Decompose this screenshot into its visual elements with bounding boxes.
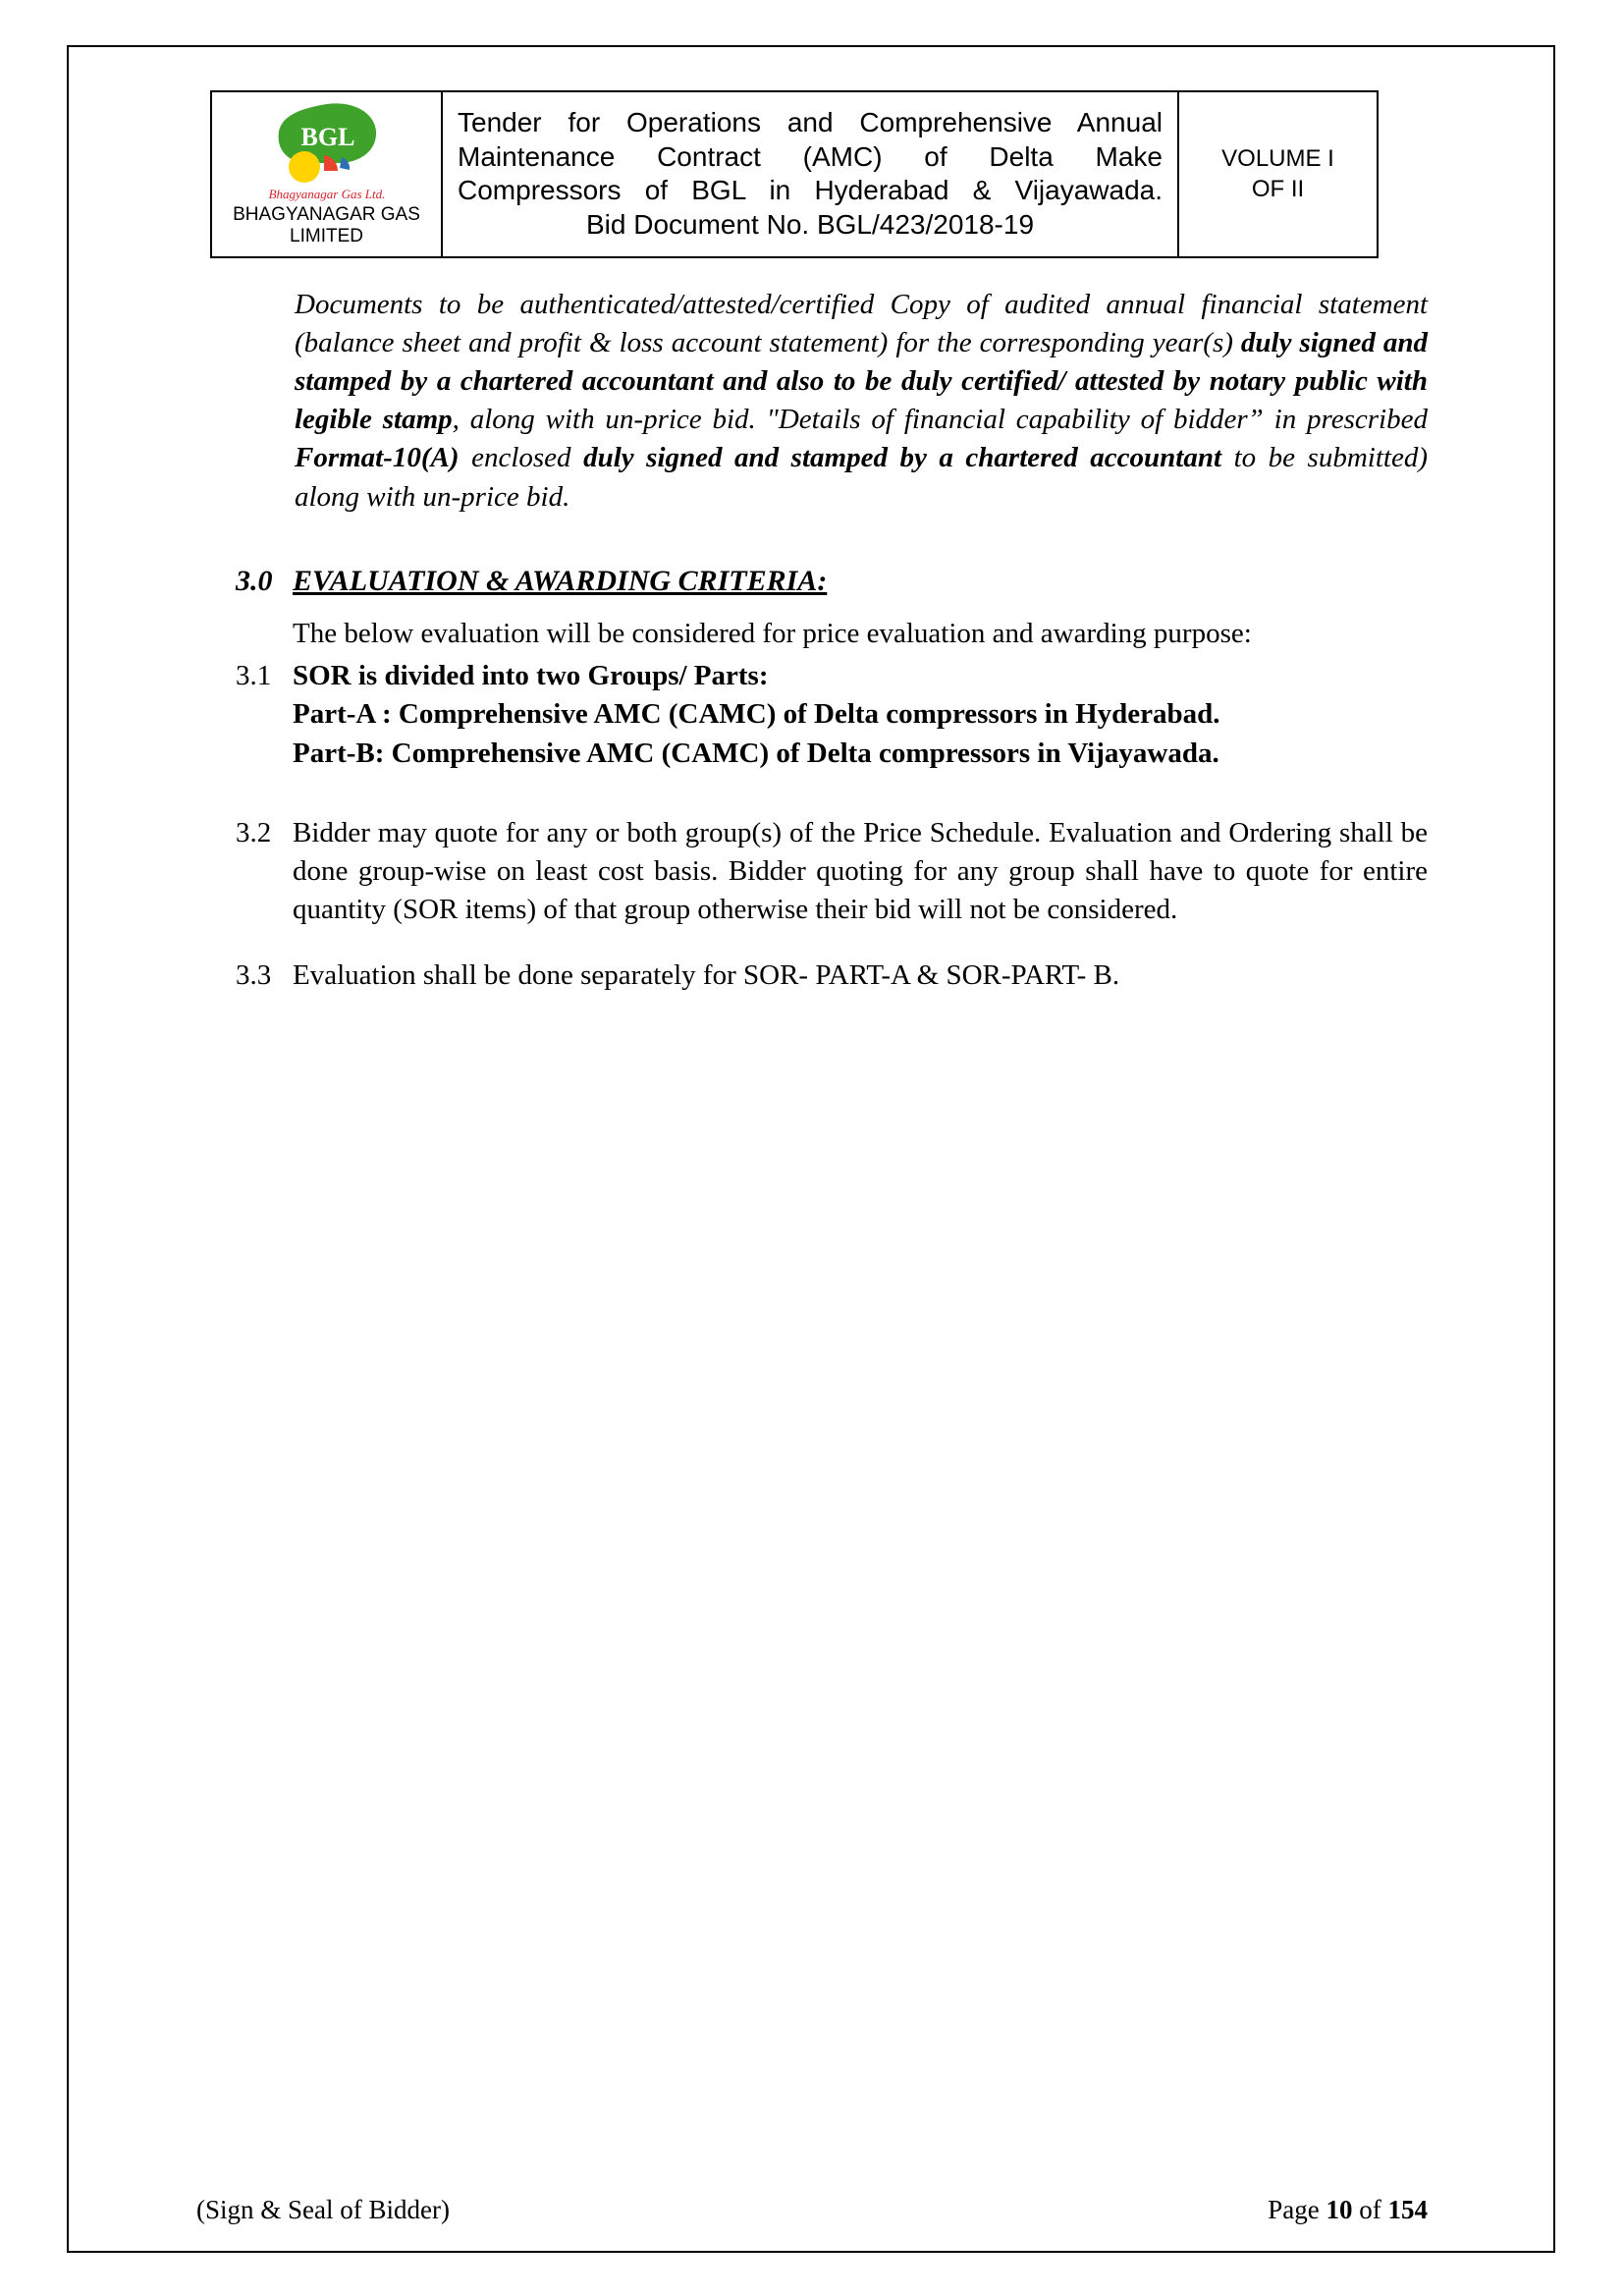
logo-cell (212, 92, 443, 256)
tender-title-line-2: Maintenance Contract (AMC) of Delta Make (458, 140, 1163, 172)
tender-title-line-1: Tender for Operations and Comprehensive Annual (458, 106, 1163, 137)
logo-caption: Bhagyanagar Gas Ltd. (268, 187, 385, 201)
of-word: of (1359, 2195, 1381, 2224)
item-3-3-text: Evaluation shall be done separately for SOR- PART-A & SOR-PART- B. (293, 959, 1120, 992)
item-3-1-title: SOR is divided into two Groups/ Parts: (293, 660, 769, 692)
item-3-1-part-b: Part-B: Comprehensive AMC (CAMC) of Delta compressors in Vijayawada. (293, 737, 1219, 769)
section-3-heading (236, 562, 1428, 602)
item-3-1-number: 3.1 (236, 660, 272, 692)
item-3-1-text (293, 657, 1428, 772)
document-header (210, 90, 1379, 258)
item-3-3-number: 3.3 (236, 959, 272, 992)
section-title: EVALUATION & AWARDING CRITERIA: (293, 564, 828, 597)
section-title-wrap (293, 562, 1428, 602)
bid-document-number: Bid Document No. BGL/423/2018-19 (585, 209, 1035, 241)
item-3-3 (236, 957, 1428, 995)
volume-cell (1179, 92, 1377, 256)
volume-line-1: VOLUME I (1221, 145, 1334, 173)
volume-line-2: OF II (1251, 176, 1305, 203)
bgl-logo-icon (253, 100, 401, 202)
page-word: Page (1268, 2195, 1320, 2224)
org-name-line1: BHAGYANAGAR GAS (233, 204, 420, 225)
logo-monogram: BGL (300, 123, 354, 151)
content-area (196, 90, 1428, 995)
purpose-line: The below evaluation will be considered for price evaluation and awarding purpose: (293, 618, 1252, 650)
org-name-line2: LIMITED (290, 226, 363, 247)
item-3-1 (236, 657, 1428, 772)
org-name (233, 204, 420, 248)
logo-sun-shape (289, 151, 320, 183)
sign-seal-label: (Sign & Seal of Bidder) (196, 2195, 450, 2224)
document-body (196, 286, 1428, 995)
page-footer (196, 2195, 1428, 2225)
page-number: 10 (1326, 2195, 1353, 2224)
page-indicator (1268, 2195, 1428, 2225)
item-3-1-part-a: Part-A : Comprehensive AMC (CAMC) of Delta compressors in Hyderabad. (293, 698, 1220, 731)
item-3-2-text: Bidder may quote for any or both group(s) of the Price Schedule. Evaluation and Ordering shall be done group-wise on least cost basis. Bidder quoting for any group shall have to quote for entire quantity (SOR items) of that group otherwise their bid will not be considered. (293, 816, 1428, 925)
item-3-2-number: 3.2 (236, 816, 272, 848)
intro-paragraph: Documents to be authenticated/attested/certified Copy of audited annual financial statement (balance sheet and profit & loss account statement) for the corresponding year(s) duly signed and stamped by a chartered accountant and also to be duly certified/ attested by notary public with legible stamp, along with un-price bid. "Details of financial capability of bidder” in prescribed Format-10(A) enclosed duly signed and stamped by a chartered accountant to be submitted) along with un-price bid. (295, 288, 1428, 513)
section-number: 3.0 (236, 564, 273, 597)
total-pages: 154 (1387, 2195, 1428, 2224)
tender-title-cell (443, 92, 1179, 256)
item-3-2 (236, 814, 1428, 929)
tender-title-line-3: Compressors of BGL in Hyderabad & Vijayawada. (458, 175, 1163, 206)
